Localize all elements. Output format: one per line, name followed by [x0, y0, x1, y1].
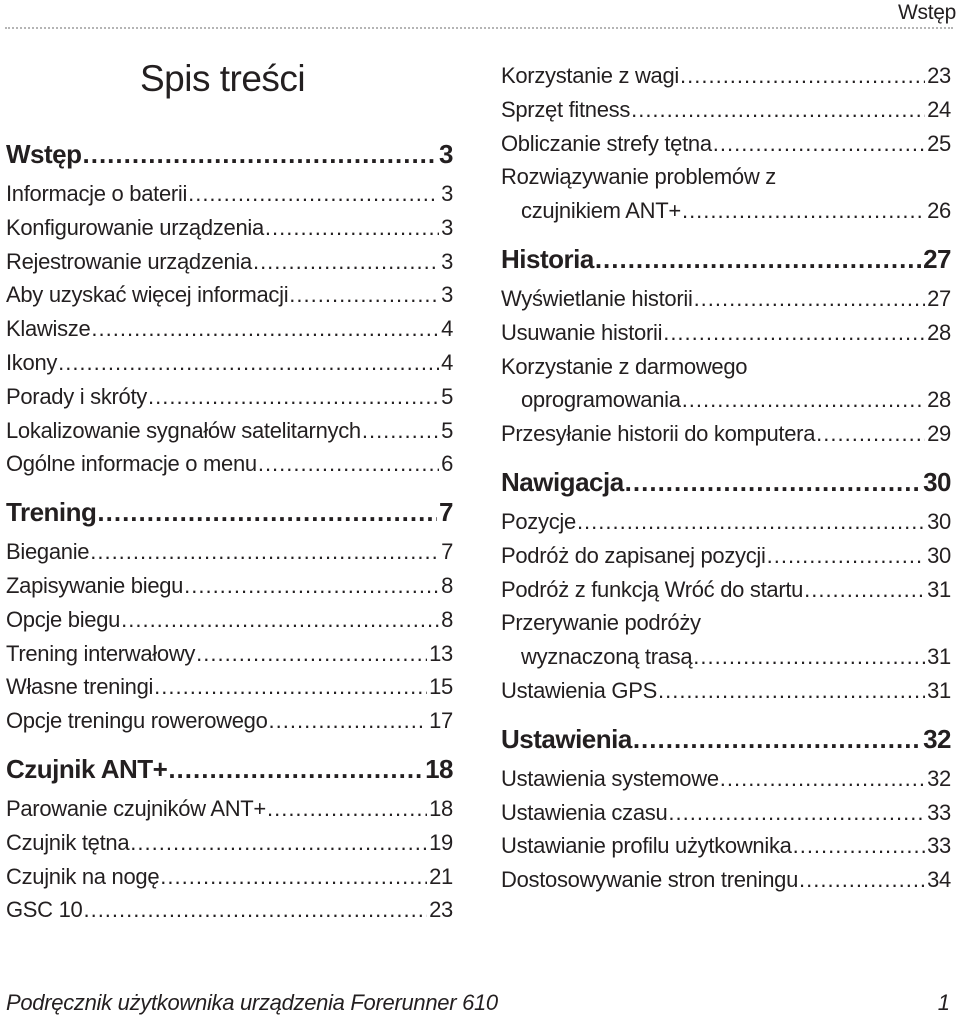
toc-dot-leader — [58, 346, 439, 380]
toc-entry-page: 3 — [441, 248, 453, 274]
toc-entry[interactable] — [6, 245, 453, 279]
toc-dot-leader — [90, 535, 439, 569]
section-gap — [501, 708, 951, 716]
toc-entry[interactable] — [6, 414, 453, 448]
toc-entry[interactable] — [6, 211, 453, 245]
toc-entry-label: Czujnik na nogę — [6, 863, 160, 889]
toc-entry-label: Podróż do zapisanej pozycji — [501, 542, 766, 568]
toc-entry[interactable] — [6, 826, 453, 860]
toc-entry-label-cont: czujnikiem ANT+ — [521, 198, 681, 224]
toc-dot-leader — [682, 383, 925, 417]
toc-dot-leader — [154, 670, 427, 704]
toc-entry[interactable] — [501, 505, 951, 539]
toc-section-title: Czujnik ANT+ — [6, 753, 168, 784]
toc-dot-leader — [83, 893, 427, 927]
toc-entry-page: 7 — [441, 539, 453, 565]
toc-dot-leader — [793, 829, 926, 863]
toc-entry-label: Przerywanie podróży — [501, 610, 701, 636]
toc-entry-page: 8 — [441, 572, 453, 598]
toc-entry-label: Rozwiązywanie problemów z — [501, 164, 776, 190]
toc-entry-label: Podróż z funkcją Wróć do startu — [501, 576, 804, 602]
toc-dot-leader — [91, 312, 439, 346]
toc-entry[interactable] — [501, 606, 951, 674]
toc-section-page: 30 — [923, 466, 951, 497]
toc-entry-page: 25 — [927, 130, 951, 156]
toc-entry-page: 33 — [927, 833, 951, 859]
toc-entry-label: Klawisze — [6, 316, 91, 342]
toc-entry-page: 18 — [429, 795, 453, 821]
toc-dot-leader — [265, 211, 439, 245]
toc-entry-page: 27 — [927, 285, 951, 311]
toc-section-page: 27 — [923, 243, 951, 274]
toc-section-title: Nawigacja — [501, 466, 624, 497]
toc-entry[interactable] — [6, 278, 453, 312]
toc-entry[interactable] — [6, 380, 453, 414]
toc-entry[interactable] — [6, 893, 453, 927]
toc-dot-leader — [160, 860, 427, 894]
toc-section-title: Trening — [6, 497, 97, 528]
toc-dot-leader — [83, 131, 438, 177]
toc-dot-leader — [168, 746, 423, 792]
toc-entry-label: Korzystanie z darmowego — [501, 353, 748, 379]
toc-entry-label: Lokalizowanie sygnałów satelitarnych — [6, 417, 361, 443]
toc-entry-label: Pozycje — [501, 508, 576, 534]
toc-entry-page: 30 — [927, 542, 951, 568]
toc-entry-label: Trening interwałowy — [6, 640, 196, 666]
toc-entry-label: Wyświetlanie historii — [501, 285, 693, 311]
toc-entry-label: Opcje biegu — [6, 606, 121, 632]
toc-dot-leader — [816, 417, 925, 451]
toc-entry-label: Informacje o baterii — [6, 181, 188, 206]
toc-dot-leader — [633, 716, 921, 762]
toc-entry-continuation — [501, 640, 951, 674]
toc-dot-leader — [680, 59, 925, 93]
toc-dot-leader — [269, 704, 428, 738]
toc-dot-leader — [663, 316, 925, 350]
toc-entry[interactable] — [501, 674, 951, 708]
toc-entry-page: 5 — [441, 383, 453, 409]
toc-entry-label: Zapisywanie biegu — [6, 572, 184, 598]
toc-entry[interactable] — [6, 177, 453, 211]
toc-entry-page: 28 — [927, 387, 951, 413]
toc-dot-leader — [720, 762, 925, 796]
toc-entry-label: Ustawienia systemowe — [501, 765, 719, 791]
toc-entry-continuation — [501, 383, 951, 417]
toc-entry-page: 31 — [927, 576, 951, 602]
toc-entry-label: Porady i skróty — [6, 383, 147, 409]
toc-entry[interactable] — [501, 573, 951, 607]
section-gap — [501, 451, 951, 459]
toc-entry-page: 3 — [441, 282, 453, 308]
toc-entry-page: 24 — [927, 96, 951, 122]
toc-entry-page: 3 — [441, 181, 453, 206]
toc-entry-page: 31 — [927, 677, 951, 703]
toc-dot-leader — [625, 459, 921, 505]
toc-entry-page: 29 — [927, 421, 951, 447]
toc-section-nawigacja[interactable] — [501, 459, 951, 505]
toc-section-title: Historia — [501, 243, 594, 274]
toc-entry-label: Dostosowywanie stron treningu — [501, 867, 799, 893]
toc-entry-page: 3 — [441, 214, 453, 240]
toc-entry-page: 6 — [441, 451, 453, 477]
toc-dot-leader — [767, 539, 926, 573]
toc-entry-label: Ustawienia GPS — [501, 677, 657, 703]
toc-entry-page: 8 — [441, 606, 453, 632]
toc-section-page: 18 — [425, 753, 453, 784]
toc-entry[interactable] — [6, 346, 453, 380]
toc-entry-label: Własne treningi — [6, 674, 154, 700]
toc-entry-page: 30 — [927, 508, 951, 534]
toc-entry-label: Korzystanie z wagi — [501, 63, 680, 88]
toc-entry-page: 4 — [441, 349, 453, 375]
toc-entry[interactable] — [501, 863, 951, 897]
toc-section-page: 7 — [439, 497, 453, 528]
toc-dot-leader — [713, 127, 925, 161]
toc-dot-leader — [658, 674, 925, 708]
toc-entry-page: 5 — [441, 417, 453, 443]
toc-dot-leader — [188, 177, 439, 211]
toc-entry-label: Ustawianie profilu użytkownika — [501, 833, 792, 859]
toc-section-title: Wstęp — [6, 139, 82, 169]
toc-entry-label: Bieganie — [6, 539, 90, 565]
toc-section-trening[interactable] — [6, 489, 453, 535]
toc-dot-leader — [121, 603, 439, 637]
toc-entry-label: Ogólne informacje o menu — [6, 451, 257, 477]
toc-entry[interactable] — [6, 792, 453, 826]
toc-entry[interactable] — [501, 539, 951, 573]
toc-entry-label: Sprzęt fitness — [501, 96, 631, 122]
toc-entry-label: Konfigurowanie urządzenia — [6, 214, 264, 240]
toc-entry-label: Czujnik tętna — [6, 829, 130, 855]
toc-entry-page: 34 — [927, 867, 951, 893]
toc-entry[interactable] — [6, 637, 453, 671]
toc-right-column — [501, 59, 951, 897]
toc-entry[interactable] — [6, 603, 453, 637]
toc-dot-leader — [148, 380, 439, 414]
toc-entry-page: 23 — [927, 63, 951, 88]
toc-entry[interactable] — [6, 670, 453, 704]
toc-entry-page: 19 — [429, 829, 453, 855]
toc-entry-page: 4 — [441, 316, 453, 342]
toc-dot-leader — [577, 505, 925, 539]
toc-dot-leader — [130, 826, 427, 860]
footer-manual-title: Podręcznik użytkownika urządzenia Forerunner 610 — [6, 990, 498, 1015]
toc-section-wstep[interactable] — [6, 131, 453, 177]
toc-entry[interactable] — [501, 829, 951, 863]
toc-dot-leader — [196, 637, 427, 671]
toc-entry-label: Aby uzyskać więcej informacji — [6, 282, 289, 308]
page-title: Spis treści — [140, 58, 306, 99]
toc-dot-leader — [184, 569, 439, 603]
toc-dot-leader — [267, 792, 427, 826]
toc-entry[interactable] — [6, 860, 453, 894]
toc-entry-page: 32 — [927, 765, 951, 791]
toc-dot-leader — [668, 796, 925, 830]
toc-entry-label: Przesyłanie historii do komputera — [501, 421, 816, 447]
section-gap — [6, 738, 453, 746]
toc-dot-leader — [694, 282, 926, 316]
toc-entry[interactable] — [501, 59, 951, 93]
toc-section-title: Ustawienia — [501, 723, 632, 754]
toc-entry[interactable] — [501, 93, 951, 127]
toc-dot-leader — [682, 194, 925, 228]
toc-section-ustawienia[interactable] — [501, 716, 951, 762]
toc-dot-leader — [258, 447, 439, 481]
header-section-label: Wstęp — [897, 1, 956, 24]
toc-entry-page: 26 — [927, 198, 951, 224]
toc-entry-label: GSC 10 — [6, 897, 83, 923]
toc-dot-leader — [799, 863, 925, 897]
toc-entry[interactable] — [501, 127, 951, 161]
toc-entry-page: 31 — [927, 644, 951, 670]
toc-entry[interactable] — [501, 282, 951, 316]
toc-entry-label: Ikony — [6, 349, 58, 375]
toc-entry[interactable] — [501, 417, 951, 451]
toc-entry-label: Ustawienia czasu — [501, 799, 668, 825]
toc-dot-leader — [595, 236, 921, 282]
toc-entry-label: Opcje treningu rowerowego — [6, 708, 268, 734]
toc-section-page: 32 — [923, 723, 951, 754]
toc-entry[interactable] — [6, 312, 453, 346]
section-gap — [501, 228, 951, 236]
toc-entry-label: Usuwanie historii — [501, 319, 663, 345]
toc-section-historia[interactable] — [501, 236, 951, 282]
toc-entry-page: 17 — [429, 708, 453, 734]
toc-entry[interactable] — [501, 316, 951, 350]
toc-section-page: 3 — [439, 139, 453, 169]
toc-dot-leader — [362, 414, 439, 448]
toc-entry-label-cont: wyznaczoną trasą — [521, 644, 693, 670]
toc-entry-page: 23 — [429, 897, 453, 923]
toc-entry-label: Parowanie czujników ANT+ — [6, 795, 266, 821]
toc-dot-leader — [289, 278, 439, 312]
toc-section-czujnik-ant[interactable] — [6, 746, 453, 792]
toc-entry[interactable] — [6, 447, 453, 481]
toc-entry[interactable] — [6, 569, 453, 603]
header-rule — [5, 27, 953, 29]
toc-dot-leader — [97, 489, 437, 535]
toc-entry-page: 28 — [927, 319, 951, 345]
toc-dot-leader — [804, 573, 925, 607]
toc-dot-leader — [253, 245, 439, 279]
toc-dot-leader — [693, 640, 925, 674]
toc-left-column — [6, 131, 453, 927]
toc-dot-leader — [631, 93, 925, 127]
toc-entry-label-cont: oprogramowania — [521, 387, 681, 413]
toc-entry[interactable] — [501, 762, 951, 796]
toc-entry-page: 15 — [429, 674, 453, 700]
toc-entry[interactable] — [501, 160, 951, 228]
toc-entry-page: 33 — [927, 799, 951, 825]
toc-entry[interactable] — [501, 350, 951, 418]
footer-page-number: 1 — [937, 990, 950, 1015]
section-gap — [6, 481, 453, 489]
toc-entry[interactable] — [6, 535, 453, 569]
toc-entry[interactable] — [6, 704, 453, 738]
toc-entry-label: Obliczanie strefy tętna — [501, 130, 712, 156]
toc-entry-page: 21 — [429, 863, 453, 889]
toc-entry-label: Rejestrowanie urządzenia — [6, 248, 252, 274]
toc-entry[interactable] — [501, 796, 951, 830]
toc-entry-continuation — [501, 194, 951, 228]
toc-entry-page: 13 — [429, 640, 453, 666]
